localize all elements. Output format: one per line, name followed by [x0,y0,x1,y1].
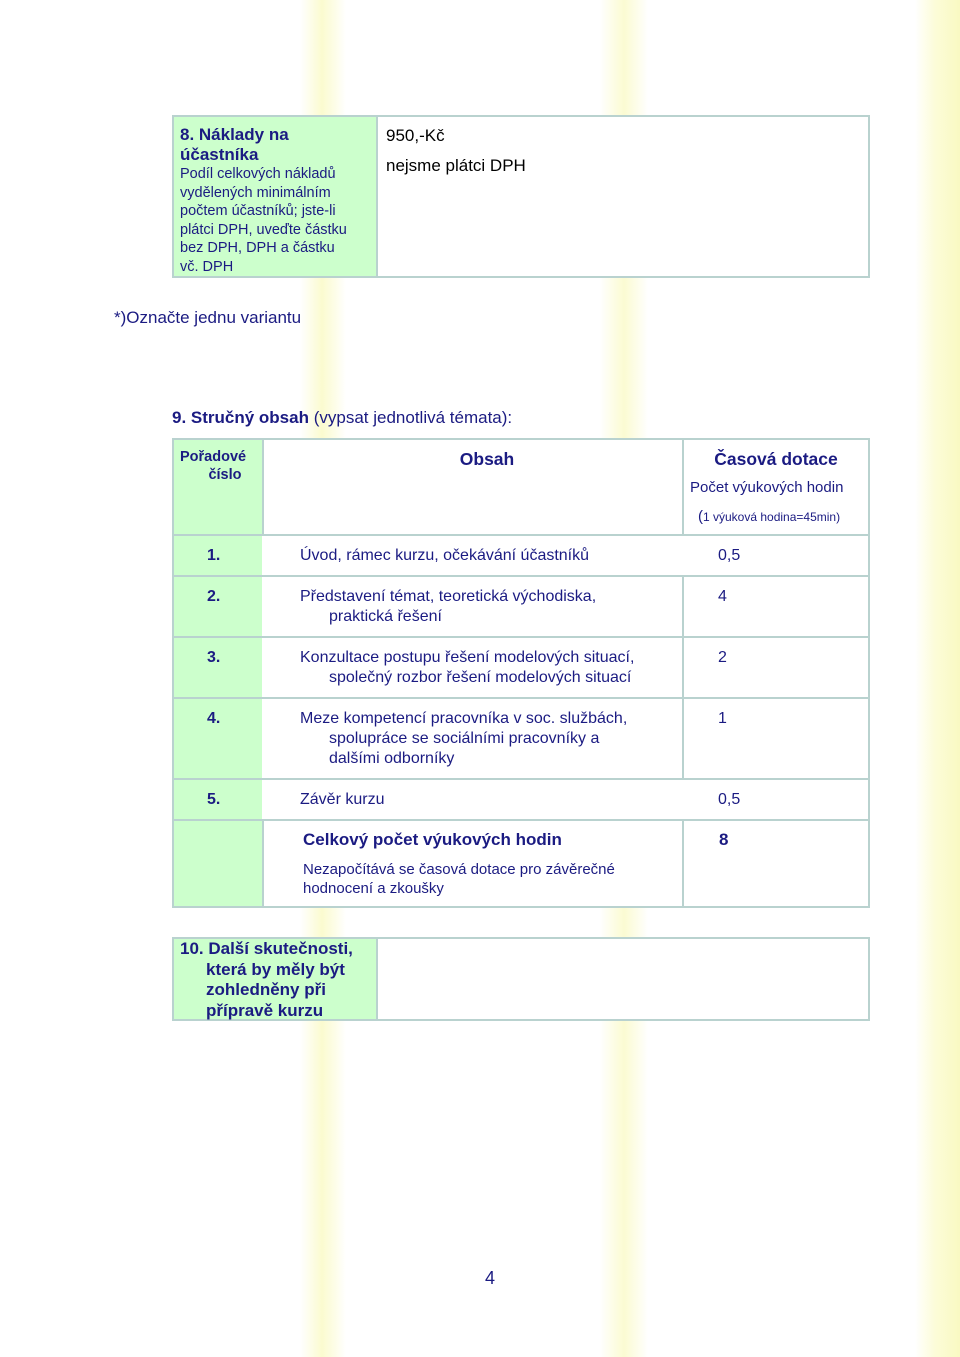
section8-description [180,165,347,276]
section8-title [180,125,289,165]
section9-heading-rest: (vypsat jednotlivá témata): [308,408,513,427]
row-hours: 2 [718,649,727,666]
row-hours: 0,5 [718,791,741,808]
row-hours: 4 [718,588,727,605]
row-hours: 1 [718,710,727,727]
total-hours-note-line2: hodnocení a zkoušky [303,880,444,897]
table-divider-h [172,819,870,821]
section8-value-cell [376,115,870,278]
section8-desc-line: počtem účastníků; jste-li [180,203,336,219]
variant-note: *)Označte jednu variantu [114,308,302,327]
section10-title-line: zohledněny při [206,980,326,999]
section8-title-line2: účastníka [180,145,259,164]
row-content-line2: spolupráce se sociálními pracovníky a [329,730,600,747]
table-divider-h [172,778,870,780]
row-content-line1: Představení témat, teoretická východiska, [300,588,597,605]
table-divider-v2 [682,820,684,908]
section8-desc-line: vydělených minimálním [180,184,331,201]
col-header-order-line2: číslo [208,467,242,483]
section10-title-line: přípravě kurzu [206,1000,324,1020]
row-number: 4. [207,710,221,727]
order-column-fill [174,440,262,906]
page-number: 4 [485,1268,496,1288]
section8-desc-line: plátci DPH, uveďte částku [180,221,347,238]
row-content: Závěr kurzu [300,791,385,808]
section8-title-line1: 8. Náklady na [180,125,289,144]
row-number: 3. [207,649,221,666]
row-number: 5. [207,791,221,808]
section10-title-line: 10. Další skutečnosti, [180,939,353,958]
section10-value-cell [376,937,870,1021]
row-content [300,587,596,627]
col-header-order [180,448,246,484]
section8-desc-line: bez DPH, DPH a částku [180,240,335,256]
table-divider-v2 [682,576,684,779]
table-divider-h [172,697,870,699]
row-number: 2. [207,588,221,605]
section9-heading-num: 9. Stručný obsah [172,408,309,427]
row-content [300,648,634,688]
table-divider-h [172,534,870,536]
row-content-line1: Konzultace postupu řešení modelových situací, [300,649,635,666]
section9-heading [172,408,512,428]
section10-title-line: která by měly být [206,959,345,979]
col-header-content: Obsah [459,449,515,469]
table-divider-v1 [262,820,264,908]
total-hours-label: Celkový počet výukových hodin [303,830,562,849]
section8-vat-note: nejsme plátci DPH [386,156,526,175]
table-divider-h [172,636,870,638]
total-hours-value: 8 [719,830,729,849]
row-content: Úvod, rámec kurzu, očekávání účastníků [300,547,590,564]
col-header-time-paren: ( [698,508,703,525]
row-content-line2: společný rozbor řešení modelových situací [329,669,632,686]
row-content-line2: praktická řešení [329,608,442,625]
row-hours: 0,5 [718,547,741,564]
col-header-order-line1: Pořadové [180,449,247,465]
section8-desc-line: vč. DPH [180,258,234,275]
row-content-line3: dalšími odborníky [329,750,455,767]
col-header-time-sub2-text: 1 výuková hodina=45min) [703,510,841,524]
col-header-time-sub: Počet výukových hodin [690,479,844,496]
row-number: 1. [207,547,221,564]
section8-price: 950,-Kč [386,126,445,145]
total-hours-note-line1: Nezapočítává se časová dotace pro závěrečné [303,861,615,878]
section8-desc-line: Podíl celkových nákladů [180,166,336,182]
row-content [300,709,627,769]
total-hours-note [303,860,615,898]
table-divider-h [172,575,870,577]
col-header-time-sub2 [698,508,840,526]
section10-title [180,939,353,1021]
col-header-time: Časová dotace [714,449,838,469]
row-content-line1: Meze kompetencí pracovníka v soc. službách, [300,710,628,727]
